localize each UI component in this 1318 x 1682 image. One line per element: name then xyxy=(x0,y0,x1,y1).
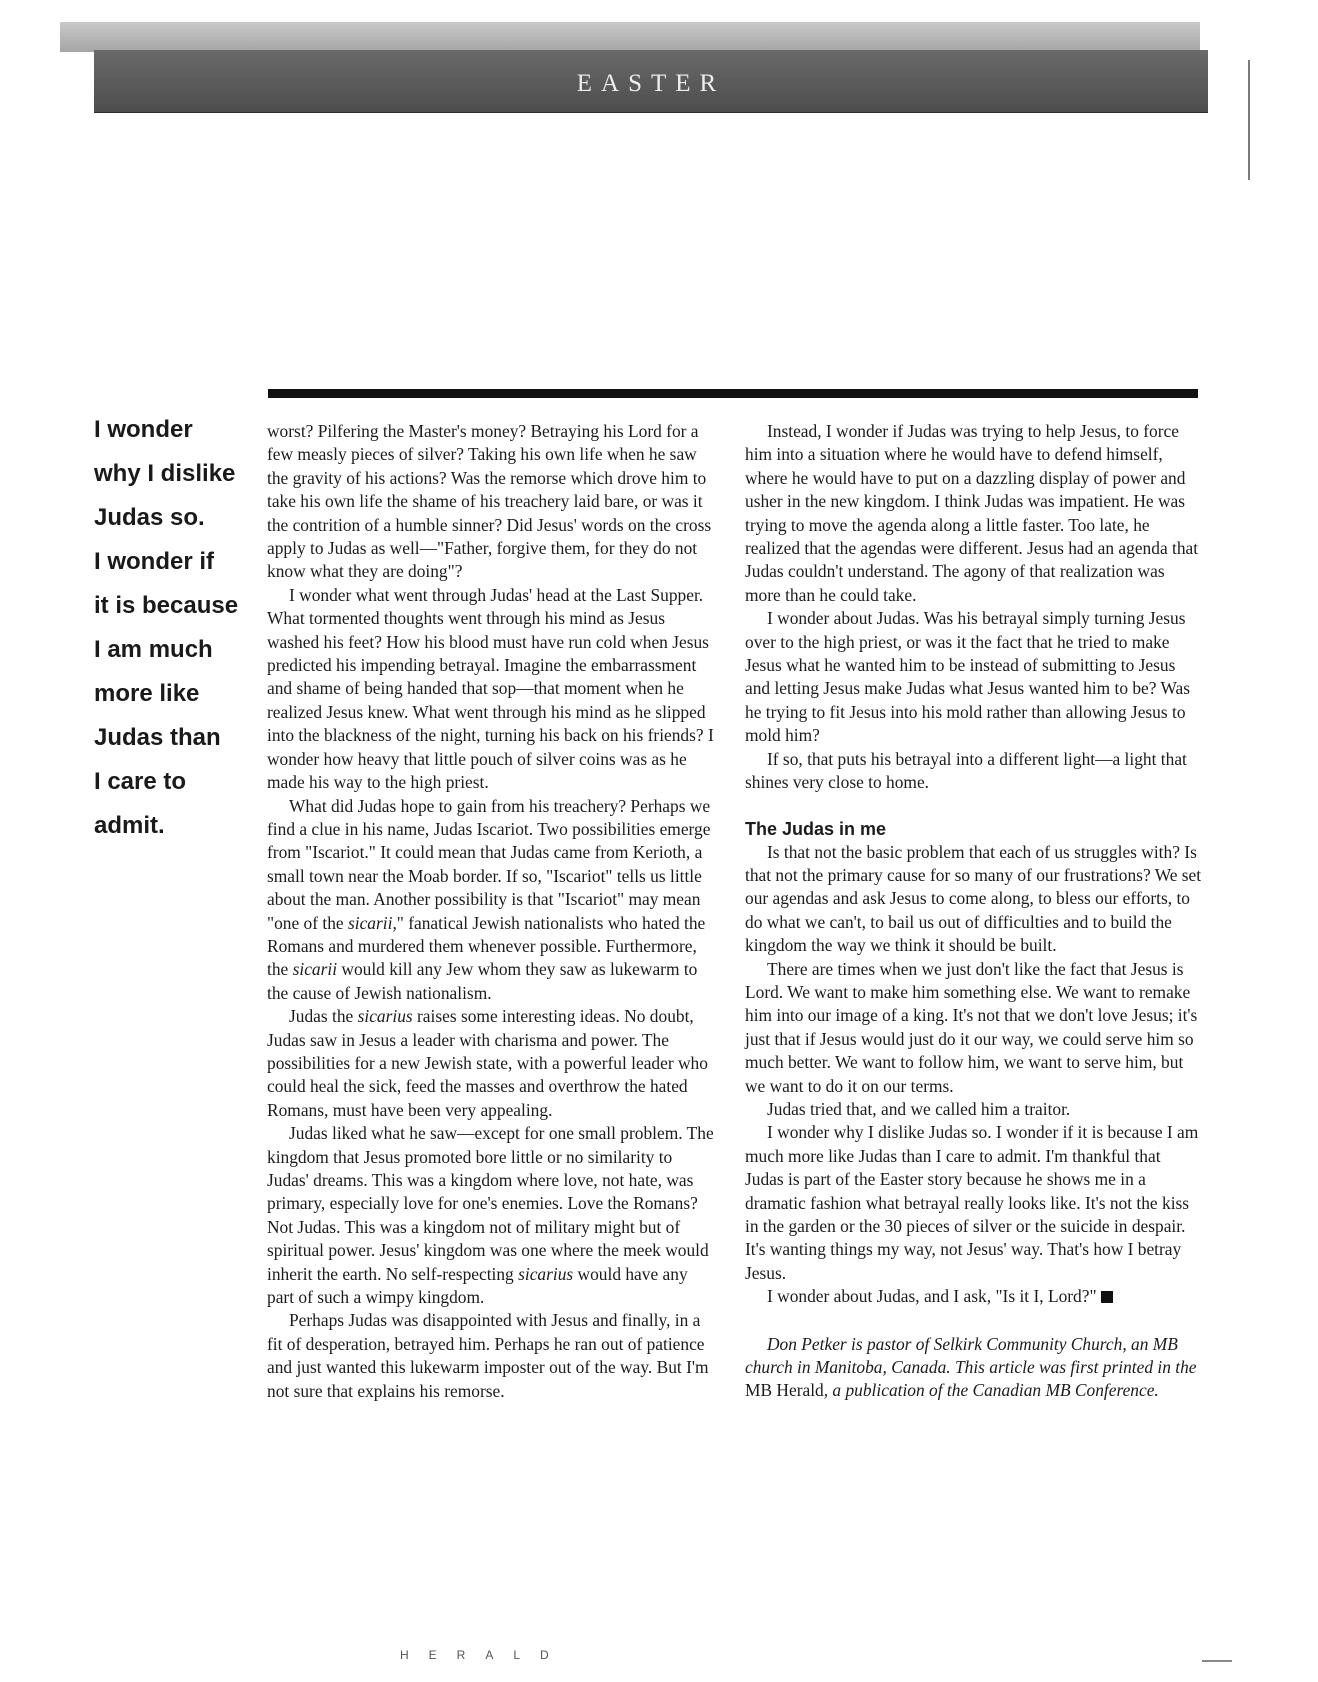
paragraph: worst? Pilfering the Master's money? Betraying his Lord for a few measly pieces of silver? Taking his own life when he saw the gravity of his actions? Was the remorse which drove him to take his own life the shame of his treachery laid bare, or was it the contrition of a humble sinner? Did Jesus' words on the cross apply to Judas as well—"Father, forgive them, for they do not know what they are doing"? xyxy=(267,421,712,582)
author-bio xyxy=(745,1333,1203,1403)
pull-quote-line: I wonder if xyxy=(94,548,214,575)
pull-quote-line: I am much xyxy=(94,636,213,663)
text-run: would have any part of such a wimpy kingdom. xyxy=(267,1263,688,1308)
paragraph xyxy=(267,795,715,1006)
text-run: What did Judas hope to gain from his treachery? Perhaps we find a clue in his name, Judas Iscariot. Two possibilities emerge from "Iscariot." It could mean that Judas came from Kerioth, a small town near the Moab border. If so, "Iscariot" tells us little about the man. Another possibility is that "Iscariot" may mean "one of the xyxy=(267,795,711,933)
paragraph: If so, that puts his betrayal into a different light—a light that shines very close to home. xyxy=(745,748,1187,793)
pull-quote-line: Judas so. xyxy=(94,504,205,531)
pull-quote-line: why I dislike xyxy=(94,460,236,487)
text-run: , a publication of the Canadian MB Conference. xyxy=(823,1380,1159,1401)
italic-term: sicarii xyxy=(292,959,338,980)
pull-quote-line: I wonder xyxy=(94,416,193,443)
text-run: ," fanatical Jewish nationalists who hated the Romans and murdered them whenever possible. Furthermore, the xyxy=(267,912,706,980)
pull-quote-line: Judas than xyxy=(94,724,221,751)
text-run: would kill any Jew whom they saw as lukewarm to the cause of Jewish nationalism. xyxy=(267,959,698,1003)
text-run: raises some interesting ideas. No doubt, Judas saw in Jesus a leader with charisma and power. The possibilities for a new Jewish state, with a powerful leader who could heal the sick, feed the masses and overthrow the hated Romans, must have been very appealing. xyxy=(267,1006,708,1120)
article-column-right xyxy=(745,420,1203,1403)
article-top-rule xyxy=(268,389,1198,398)
paragraph xyxy=(267,1005,715,1122)
text-run: Judas the xyxy=(289,1006,358,1027)
paragraph: Is that not the basic problem that each of us struggles with? Is that not the primary cause for so many of our frustrations? We set our agendas and ask Jesus to come along, to bless our efforts, to do what we can't, to bail us out of difficulties and to build the kingdom the way we think it should be built. xyxy=(745,841,1202,956)
italic-term: sicarii xyxy=(347,912,393,933)
paragraph: I wonder about Judas. Was his betrayal simply turning Jesus over to the high priest, or was it the fact that he tried to make Jesus what he wanted him to be instead of submitting to Jesus and letting Jesus make Judas what Jesus wanted him to be? Was he trying to fit Jesus into his mold rather than allowing Jesus to mold him? xyxy=(745,608,1191,746)
text-run: I wonder about Judas, and I ask, "Is it I, Lord?" xyxy=(767,1286,1097,1307)
publication-name: MB Herald xyxy=(745,1380,824,1401)
paragraph: I wonder what went through Judas' head at the Last Supper. What tormented thoughts went through his mind as Jesus washed his feet? How his blood must have run cold when Jesus predicted his impending betrayal. Imagine the embarrassment and shame of being handed that sop—that moment when he realized Jesus knew. What went through his mind as he slipped into the blackness of the night, turning his back on his friends? I wonder how heavy that little pouch of silver coins was as he made his way to the high priest. xyxy=(267,584,714,793)
section-subheading: The Judas in me xyxy=(745,818,887,839)
text-run: Judas liked what he saw—except for one small problem. The kingdom that Jesus promoted bore little or no similarity to Judas' dreams. This was a kingdom where love, not hate, was primary, especially love for one's enemies. Love the Romans? Not Judas. This was a kingdom not of military might but of spiritual power. Jesus' kingdom was one where the meek would inherit the earth. No self-respecting xyxy=(267,1123,714,1284)
section-title: EASTER xyxy=(576,70,726,97)
paragraph: I wonder why I dislike Judas so. I wonder if it is because I am much more like Judas than I care to admit. I'm thankful that Judas is part of the Easter story because he shows me in a dramatic fashion what betrayal really looks like. It's not the kiss in the garden or the 30 pieces of silver or the suicide in despair. It's wanting things my way, not Jesus' way. That's how I betray Jesus. xyxy=(745,1122,1199,1283)
paragraph: Perhaps Judas was disappointed with Jesus and finally, in a fit of desperation, betrayed him. Perhaps he ran out of patience and just wanted this lukewarm imposter out of the way. But I'm not sure that explains his remorse. xyxy=(267,1310,709,1401)
paragraph xyxy=(745,1285,1203,1308)
top-shade-band xyxy=(60,22,1200,52)
page-edge-rule xyxy=(1248,60,1250,180)
pull-quote-line: admit. xyxy=(94,812,165,839)
pull-quote-line: I care to xyxy=(94,768,187,795)
footer-magazine-name: HERALD xyxy=(400,1648,569,1662)
corner-rule xyxy=(1202,1660,1232,1662)
paragraph xyxy=(267,1122,715,1309)
pull-quote xyxy=(94,408,244,848)
italic-term: sicarius xyxy=(518,1263,574,1284)
pull-quote-line: more like xyxy=(94,680,200,707)
paragraph: Instead, I wonder if Judas was trying to help Jesus, to force him into a situation where he would have to defend himself, where he would have to put on a dazzling display of power and usher in the new kingdom. I think Judas was impatient. He was trying to move the agenda along a little faster. Too late, he realized that the agendas were different. Jesus had an agenda that Judas couldn't understand. The agony of that realization was more than he could take. xyxy=(745,421,1199,605)
italic-term: sicarius xyxy=(357,1006,413,1027)
text-run: Don Petker is pastor of Selkirk Community Church, an MB church in Manitoba, Canada. This article was first printed in the xyxy=(745,1333,1197,1378)
section-header-band xyxy=(94,50,1208,112)
paragraph: There are times when we just don't like the fact that Jesus is Lord. We want to make him something else. We want to remake him into our image of a king. It's not that we don't love Jesus; it's just that if Jesus would just do it our way, we could serve him so much better. We want to follow him, we want to serve him, but we want to do it on our terms. xyxy=(745,958,1198,1096)
pull-quote-line: it is because xyxy=(94,592,239,619)
paragraph: Judas tried that, and we called him a traitor. xyxy=(767,1098,1071,1119)
end-of-article-mark xyxy=(1101,1291,1113,1303)
article-column-left xyxy=(267,420,715,1403)
